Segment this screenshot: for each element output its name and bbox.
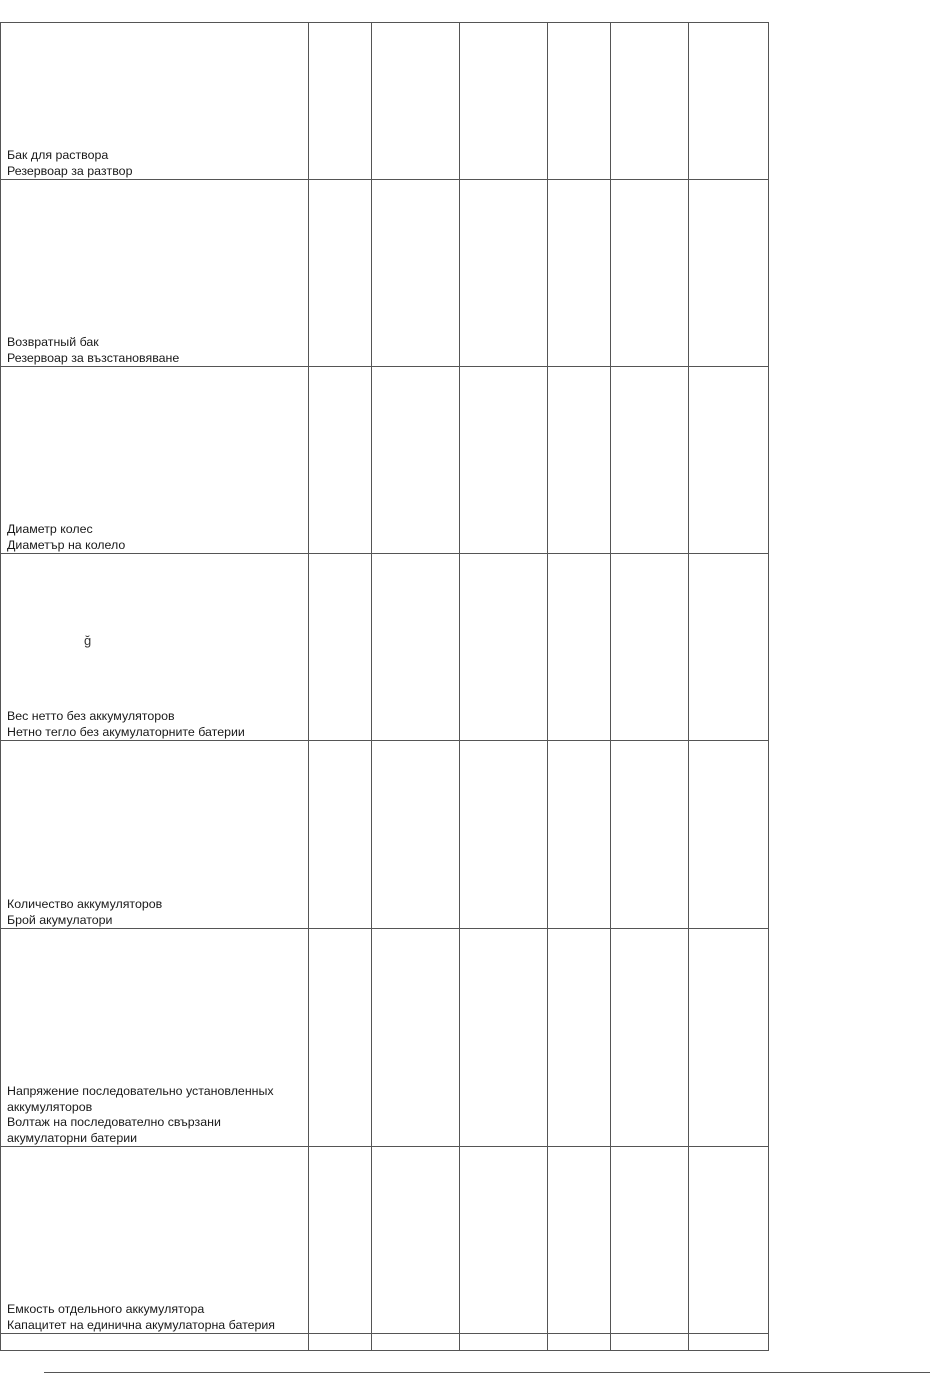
specifications-table [0, 22, 769, 1351]
value-cell [611, 1147, 689, 1334]
value-cell [309, 180, 372, 367]
value-cell [689, 367, 769, 554]
value-cell [689, 1147, 769, 1334]
value-cell [309, 741, 372, 929]
value-cell [460, 741, 548, 929]
value-cell [689, 929, 769, 1147]
row-label-battery-capacity: Емкость отдельного аккумулятора Капацитет на единична акумулаторна батерия [1, 1147, 309, 1334]
row-label-wheel-diameter: Диаметр колес Диаметър на колело [1, 367, 309, 554]
value-cell [372, 367, 460, 554]
table-row [1, 367, 769, 554]
value-cell [689, 23, 769, 180]
footer-divider [44, 1372, 930, 1373]
value-cell [309, 23, 372, 180]
value-cell [611, 741, 689, 929]
value-cell [548, 1334, 611, 1351]
stray-glyph: ğ [84, 633, 92, 648]
row-label-solution-tank: Бак для раствора Резервоар за разтвор [1, 23, 309, 180]
value-cell [611, 554, 689, 741]
value-cell [611, 929, 689, 1147]
value-cell [372, 554, 460, 741]
value-cell [372, 1147, 460, 1334]
value-cell [689, 554, 769, 741]
value-cell [372, 741, 460, 929]
table-row [1, 741, 769, 929]
value-cell [309, 1147, 372, 1334]
value-cell [611, 23, 689, 180]
value-cell [460, 23, 548, 180]
value-cell [548, 741, 611, 929]
value-cell [611, 1334, 689, 1351]
value-cell [689, 741, 769, 929]
value-cell [460, 367, 548, 554]
value-cell [548, 929, 611, 1147]
value-cell [309, 367, 372, 554]
value-cell [460, 180, 548, 367]
value-cell [460, 1147, 548, 1334]
value-cell [689, 1334, 769, 1351]
value-cell [460, 1334, 548, 1351]
value-cell [372, 929, 460, 1147]
value-cell [548, 180, 611, 367]
value-cell [611, 367, 689, 554]
table-row [1, 1334, 769, 1351]
row-label-series-voltage: Напряжение последовательно установленных аккумуляторов Волтаж на последователно свързани акумулаторни батерии [1, 929, 309, 1147]
value-cell [309, 1334, 372, 1351]
table-row [1, 180, 769, 367]
table-row [1, 554, 769, 741]
row-label-recovery-tank: Возвратный бак Резервоар за възстановяване [1, 180, 309, 367]
value-cell [309, 929, 372, 1147]
value-cell [372, 180, 460, 367]
row-label-battery-count: Количество аккумуляторов Брой акумулатори [1, 741, 309, 929]
table-row [1, 929, 769, 1147]
value-cell [460, 554, 548, 741]
row-label-net-weight: Вес нетто без аккумуляторов Нетно тегло без акумулаторните батерии [1, 554, 309, 741]
value-cell [372, 1334, 460, 1351]
value-cell [689, 180, 769, 367]
value-cell [460, 929, 548, 1147]
value-cell [548, 554, 611, 741]
value-cell [309, 554, 372, 741]
table-row [1, 23, 769, 180]
value-cell [372, 23, 460, 180]
value-cell [548, 367, 611, 554]
value-cell [548, 23, 611, 180]
value-cell [548, 1147, 611, 1334]
table-row [1, 1147, 769, 1334]
empty-cell [1, 1334, 309, 1351]
value-cell [611, 180, 689, 367]
